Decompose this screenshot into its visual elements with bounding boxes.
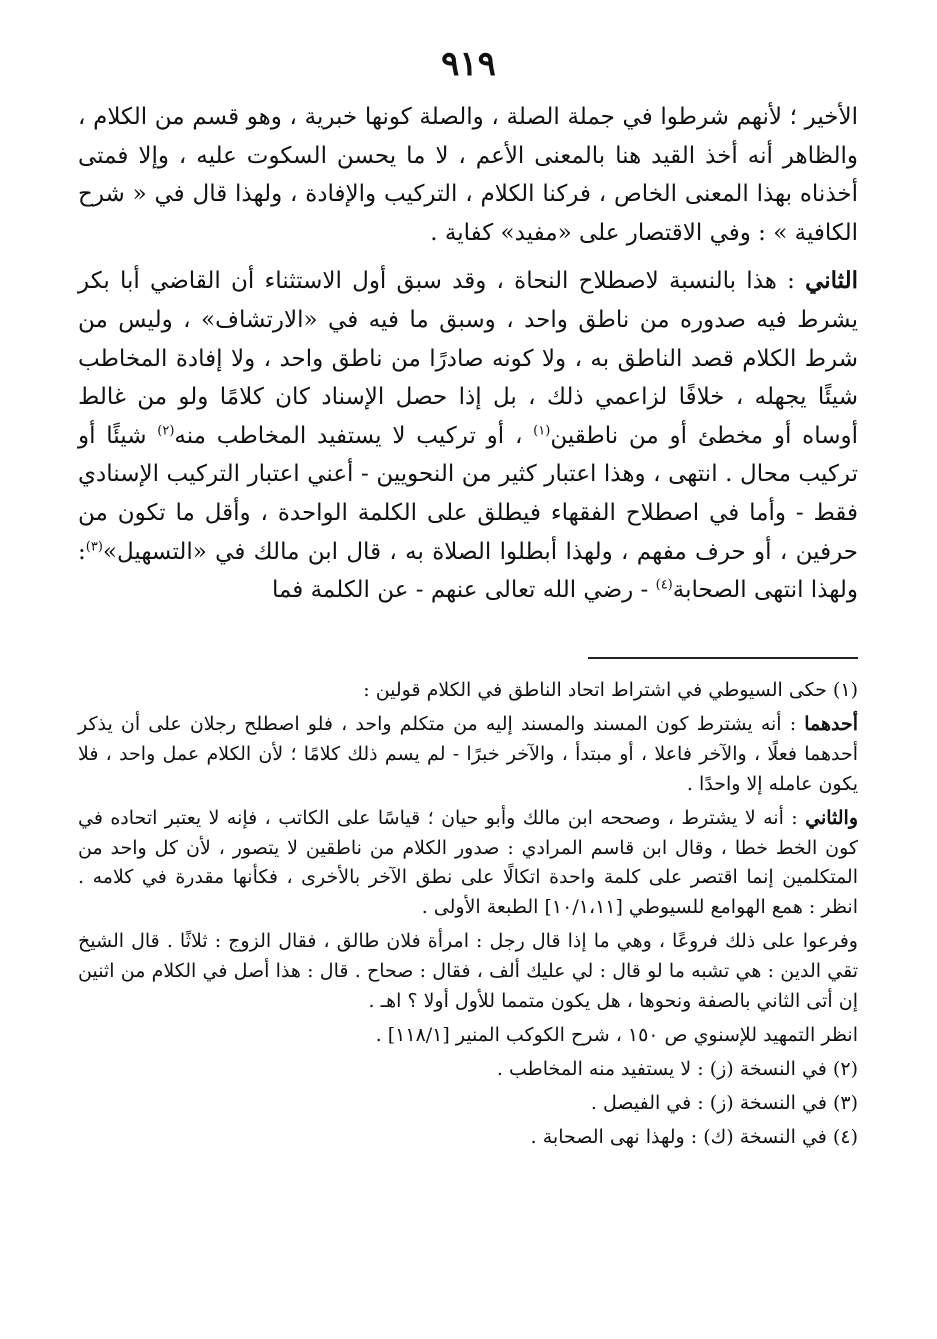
paragraph-2-text-e: - رضي الله تعالى عنهم - عن الكلمة فما [271,577,656,604]
footnote-2: (٢) في النسخة (ز) : لا يستفيد منه المخاطب . [496,1057,858,1080]
footnote-1-first-label: أحدهما [804,712,858,735]
paragraph-2-text-b: ، أو تركيب لا يستفيد المخاطب منه [174,422,534,449]
paragraph-2-lead: الثاني [805,267,858,295]
footnote-ref-3[interactable]: (٣) [85,538,103,554]
paragraph-2-text-c: شيئًا أو تركيب محال . انتهى ، وهذا اعتبار كثير من النحويين - أعني اعتبار التركيب الإسنادي فقط - وأما في اصطلاح الفقهاء فيطلق على الكلمة الواحدة ، وأقل ما تكون من حرفين ، أو حرف مفهم ، ولهذا أبطلوا الصلاة به ، قال ابن مالك في «التسهيل» [78,422,858,565]
footnote-1-first-text: : أنه يشترط كون المسند والمسند إليه من متكلم واحد ، فلو اصطلح رجلان على أن يذكر أحدهما فعلًا ، والآخر فاعلا ، أو مبتدأ ، والآخر خبرًا - لم يسم ذلك كلامًا ؛ لأن الكلام عمل واحد ، فلا يكون عامله إلا واحدًا . [78,712,858,795]
footnote-3: (٣) في النسخة (ز) : في الفيصل . [590,1091,858,1114]
footnote-1-second-opinion [78,804,858,924]
footnote-ref-4[interactable]: (٤) [655,577,673,593]
paragraph-2 [78,262,858,609]
page-number: ٩١٩ [441,44,496,84]
footnote-1-second-text: : أنه لا يشترط ، وصححه ابن مالك وأبو حيان ؛ قياسًا على الكاتب ، فإنه لا يعتبر اتحاده في كون الخط خطا ، وقال ابن قاسم المرادي : صدور الكلام من ناطقين لا يتصور ، لأن كل واحد من المتكلمين إنما اقتصر على كلمة واحدة اتكالًا على نطق الآخر بالأخرى ، فكأنها مقدرة في كلامه . انظر : همع الهوامع للسيوطي [١٠/١،١١] الطبعة الأولى . [78,806,858,919]
footnote-1-refs: انظر التمهيد للإسنوي ص ١٥٠ ، شرح الكوكب المنير [١١٨/١] . [375,1023,858,1046]
footnote-4: (٤) في النسخة (ك) : ولهذا نهى الصحابة . [530,1125,858,1148]
paragraph-1: الأخير ؛ لأنهم شرطوا في جملة الصلة ، والصلة كونها خبرية ، وهو قسم من الكلام ، والظاهر أنه أخذ القيد هنا بالمعنى الأعم ، لا ما يحسن السكوت عليه ، وإلا فمتى أخذناه بهذا المعنى الخاص ، فركنا الكلام ، التركيب والإفادة ، ولهذا قال في « شرح الكافية » : وفي الاقتصار على «مفيد» كفاية . [78,104,858,246]
footnote-1-branch: وفرعوا على ذلك فروعًا ، وهي ما إذا قال رجل : امرأة فلان طالق ، فقال الزوج : ثلاثًا . قال الشيخ تقي الدين : هي تشبه ما لو قال : لي عليك ألف ، فقال : صحاح . قال : هذا أصل في الكلام من اثنين إن أتى الثاني بالصفة ونحوها ، هل يكون متمما للأول أولا ؟ اهـ . [78,930,858,1013]
paragraph-2-text-d: : ولهذا انتهى الصحابة [78,538,858,604]
footnote-1-second-label: والثاني [805,806,858,829]
paragraph-2-text-a: : هذا بالنسبة لاصطلاح النحاة ، وقد سبق أول الاستثناء أن القاضي أبا بكر يشرط فيه صدوره من ناطق واحد ، وسبق ما فيه في «الارتشاف» ، وليس من شرط الكلام قصد الناطق به ، ولا كونه صادرًا من ناطق واحد ، ولا إفادة المخاطب شيئًا يجهله ، خلافًا لزاعمي ذلك ، بل إذا حصل الإسناد كان كلامًا ولو من غالط أوساه أو مخطئ أو من ناطقين [78,268,858,449]
main-text [78,98,858,610]
footnote-ref-2[interactable]: (٢) [157,423,175,439]
footnotes [78,676,858,1153]
footnote-1-intro: (١) حكى السيوطي في اشتراط اتحاد الناطق في الكلام قولين : [363,679,858,701]
footnote-separator [588,657,858,659]
footnote-ref-1[interactable]: (١) [533,423,551,439]
footnote-1-first-opinion [78,710,858,800]
